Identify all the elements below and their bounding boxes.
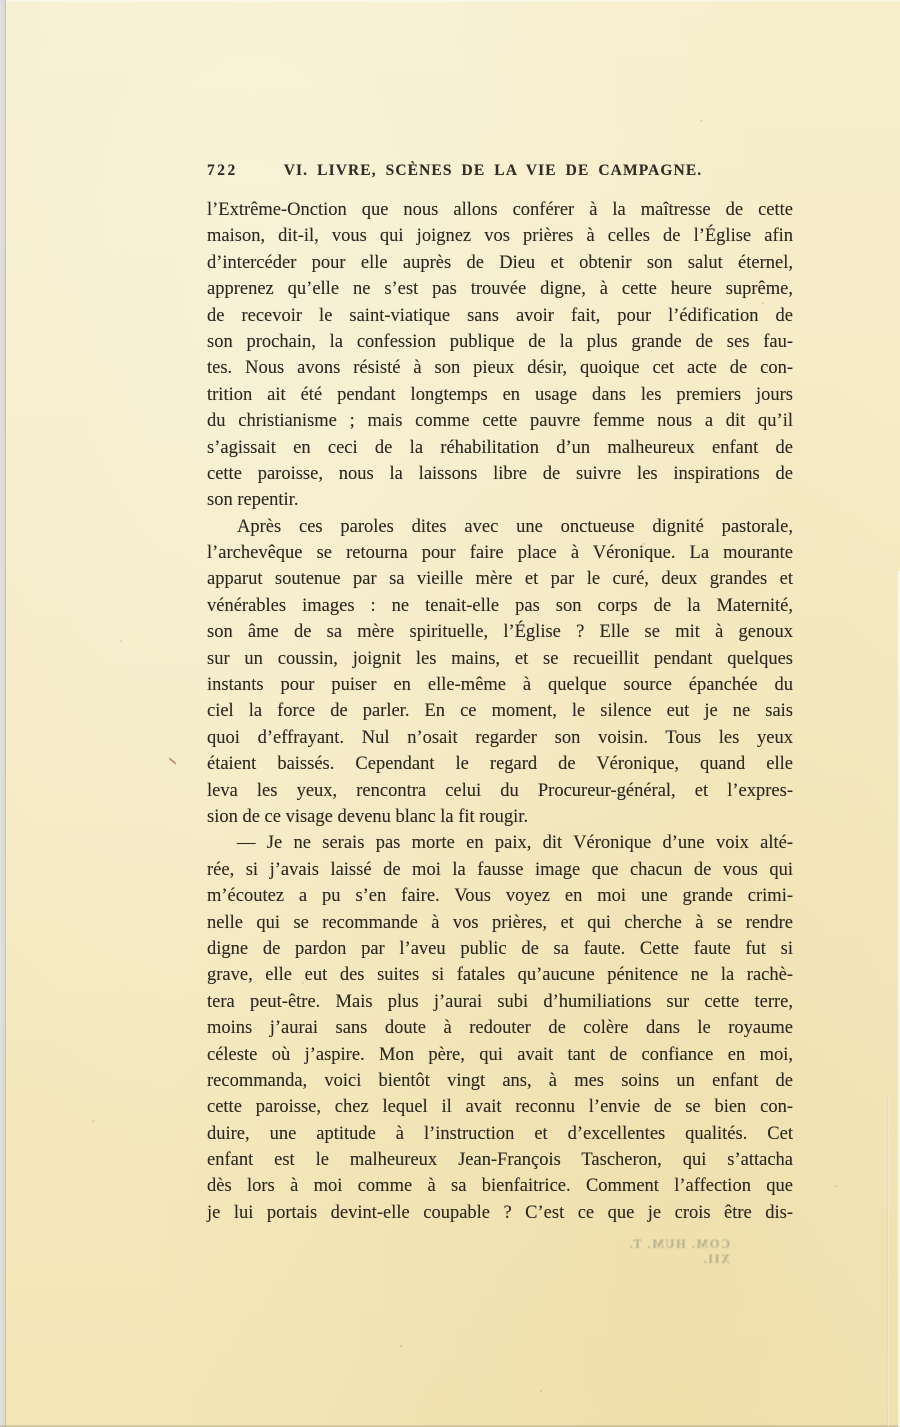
text-line: apprenez qu’elle ne s’est pas trouvée digne, à cette heure suprême, [207, 279, 793, 300]
text-line: vénérables images : ne tenait-elle pas son corps de la Maternité, [207, 595, 793, 616]
text-line: son repentir. [207, 490, 299, 511]
paper-speck [643, 543, 645, 545]
text-line: tera peut-être. Mais plus j’aurai subi d’humiliations sur cette terre, [207, 991, 793, 1012]
text-line: instants pour puiser en elle-même à quelque source épanchée du [207, 675, 793, 696]
text-line: enfant est le malheureux Jean-François Tascheron, qui s’attacha [207, 1150, 793, 1171]
text-line: étaient baissés. Cependant le regard de Véronique, quand elle [207, 754, 793, 775]
text-line: trition ait été pendant longtemps en usage dans les premiers jours [207, 384, 793, 405]
text-line: recommanda, voici bientôt vingt ans, à mes soins un enfant de [207, 1070, 793, 1091]
text-line: l’archevêque se retourna pour faire place à Véronique. La mourante [207, 543, 793, 564]
paper-speck [302, 982, 304, 984]
text-line: sur un coussin, joignit les mains, et se recueillit pendant quelques [207, 648, 793, 669]
page-crease [887, 1095, 889, 1427]
text-block [207, 197, 793, 1226]
text-line: duire, une aptitude à l’instruction et d’excellentes qualités. Cet [207, 1123, 793, 1144]
text-line: sion de ce visage devenu blanc la fit rougir. [207, 806, 529, 827]
page-number: 722 [207, 162, 238, 179]
text-line: rée, si j’avais laissé de moi la fausse image que chacun de vous qui [207, 859, 793, 880]
scan-edge-top [0, 0, 900, 2]
text-line: m’écoutez a pu s’en faire. Vous voyez en moi une grande crimi- [207, 886, 793, 907]
paper-speck [120, 640, 122, 642]
text-line: leva les yeux, rencontra celui du Procureur-général, et l’expres- [207, 780, 793, 801]
text-line: s’agissait en ceci de la réhabilitation d’un malheureux enfant de [207, 437, 793, 458]
text-line: — Je ne serais pas morte en paix, dit Véronique d’une voix alté- [237, 833, 793, 854]
paper-speck [400, 1345, 402, 1347]
text-line: du christianisme ; mais comme cette pauvre femme nous a dit qu’il [207, 411, 793, 432]
text-line: tes. Nous avons résisté à son pieux désir, quoique cet acte de con- [207, 358, 793, 379]
text-line: l’Extrême-Onction que nous allons conférer à la maîtresse de cette [207, 200, 793, 220]
text-line: Après ces paroles dites avec une onctueuse dignité pastorale, [237, 516, 793, 537]
scan-edge-left [0, 0, 6, 1427]
text-line: dès lors à moi comme à sa bienfaitrice. Comment l’affection que [207, 1176, 793, 1197]
page-content [207, 161, 793, 1226]
text-line: apparut soutenue par sa vieille mère et par le curé, deux grandes et [207, 569, 793, 590]
text-line: céleste où j’aspire. Mon père, qui avait tant de confiance en moi, [207, 1044, 793, 1065]
paper-speck [835, 1185, 837, 1187]
page-header [207, 161, 793, 180]
margin-blemish [168, 757, 176, 764]
text-line: digne de pardon par l’aveu public de sa faute. Cette faute fut si [207, 938, 793, 959]
text-line: son prochain, la confession publique de la plus grande de ses fau- [207, 331, 793, 352]
text-line: nelle qui se recommande à vos prières, et qui cherche à se rendre [207, 912, 793, 933]
text-line: son âme de sa mère spirituelle, l’Église ? Elle se mit à genoux [207, 622, 793, 643]
text-line: quoi d’effrayant. Nul n’osait regarder son voisin. Tous les yeux [207, 727, 793, 748]
text-line: de recevoir le saint-viatique sans avoir fait, pour l’édification de [207, 305, 793, 326]
text-line: cette paroisse, nous la laissons libre de suivre les inspirations de [207, 463, 793, 484]
text-line: moins j’aurai sans doute à redouter de colère dans le royaume [207, 1018, 793, 1039]
paper-speck [700, 120, 703, 122]
paper-speck [540, 1390, 542, 1392]
text-line: d’intercéder pour elle auprès de Dieu et obtenir son salut éternel, [207, 252, 793, 273]
paper-speck [92, 1120, 95, 1122]
text-line: grave, elle eut des suites si fatales qu’aucune pénitence ne la rachè- [207, 965, 793, 986]
text-line: cette paroisse, chez lequel il avait reconnu l’envie de se bien con- [207, 1097, 793, 1118]
text-line: je lui portais devint-elle coupable ? C’est ce que je crois être dis- [207, 1202, 793, 1223]
running-title: VI. LIVRE, SCÈNES DE LA VIE DE CAMPAGNE. [283, 162, 703, 179]
text-line: ciel la force de parler. En ce moment, le silence eut je ne sais [207, 701, 793, 722]
paper-speck [762, 302, 764, 304]
text-line: maison, dit-il, vous qui joignez vos prières à celles de l’Église afin [207, 226, 793, 247]
bleed-through-text: COM. HUM. T. XII. [628, 1237, 730, 1266]
